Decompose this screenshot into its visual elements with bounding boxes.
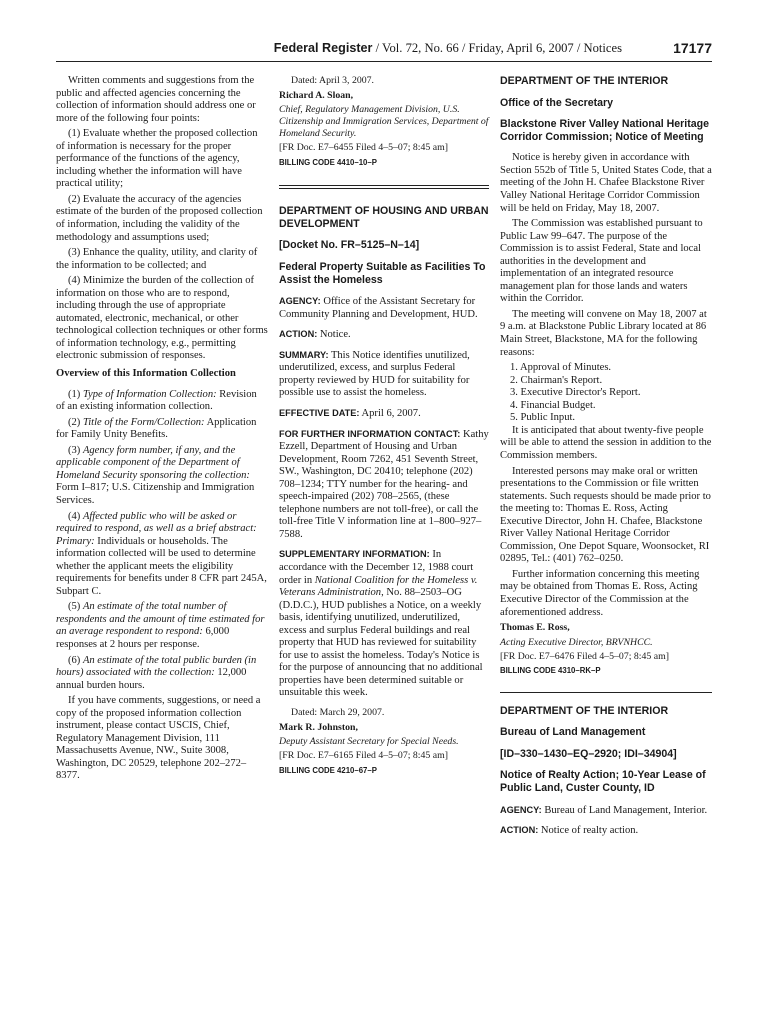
item-text: Revision of an existing information collection. (56, 388, 257, 413)
paragraph: Notice is hereby given in accordance with Section 552b of Title 5, United States Code, that a meeting of the John H. Chafee Blackstone River Valley National Heritage Corridor Commission will be held on Friday, May 18, 2007. (500, 152, 712, 214)
issue-info: / Vol. 72, No. 66 / Friday, April 6, 2007 / Notices (372, 41, 622, 55)
contact-text: Kathy Ezzell, Department of Housing and Urban Development, Room 7262, 451 Seventh Street, SW., Washington, DC 20410; telephone (202) 708–1234; TTY number for the hearing- and speech-impaired (202) 708–2565, (these telephone numbers are not toll-free), or call the toll-free Title V information line at 1–800–927–7588. (279, 428, 489, 540)
item-number: (3) (68, 444, 83, 456)
overview-item (56, 389, 268, 414)
item-label: Agency form number, if any, and the applicable component of the Department of Homeland Security sponsoring the collection: (56, 444, 250, 481)
dated-line: Dated: April 3, 2007. (291, 75, 374, 86)
billing-code: BILLING CODE 4310–RK–P (500, 666, 601, 676)
paragraph: Written comments and suggestions from the public and affected agencies concerning the collection of information should address one or more of the following four points: (56, 75, 256, 124)
supplementary-text: , No. 88–2503–OG (D.D.C.), HUD publishes a Notice, on a weekly basis, identifying unutilized, underutilized, excess and surplus Federal buildings and real property that HUD has reviewed for suitability for use to assist the homeless. Today's Notice is for the purpose of announcing that no additional properties have been determined suitable or unsuitable this week. (279, 587, 483, 699)
signer-title: Acting Executive Director, BRVNHCC. (500, 636, 653, 648)
action-label: ACTION: (279, 329, 318, 340)
paragraph: Further information concerning this meeting may be obtained from Thomas E. Ross, Acting Executive Director of the Commission at the aforementioned address. (500, 568, 700, 618)
summary-section (279, 349, 489, 400)
journal-name: Federal Register (273, 41, 373, 55)
id-line: [ID–330–1430–EQ–2920; IDI–34904] (500, 747, 677, 760)
reasons-list (500, 362, 712, 425)
item-label: An estimate of the total public burden (in hours) associated with the collection: (56, 654, 257, 679)
item-number: (6) (68, 654, 83, 666)
paragraph: If you have comments, suggestions, or need a copy of the proposed information collection instrument, please contact USCIS, Chief, Regulatory Management Division, 111 Massachusetts Avenue, NW., Suite 3008, Washington, DC 20529, telephone 202–272–8377. (56, 695, 261, 782)
item-text: Application for Family Unity Benefits. (56, 416, 257, 441)
signer-name: Thomas E. Ross, (500, 622, 570, 634)
signer-title: Chief, Regulatory Management Division, U.S. Citizenship and Immigration Services, Department of Homeland Security. (279, 104, 489, 140)
item-label: Affected public who will be asked or required to respond, as well as a brief abstract: Primary: (56, 510, 257, 547)
contact-section (279, 428, 489, 542)
supplementary-section (279, 548, 489, 700)
column-right (500, 75, 712, 841)
column-middle (279, 75, 489, 787)
notice-subject: Blackstone River Valley National Heritage Corridor Commission; Notice of Meeting (500, 118, 710, 143)
agency-line (500, 804, 712, 818)
paragraph: (1) Evaluate whether the proposed collection of information is necessary for the proper performance of the functions of the agency, including whether the information will have practical utility; (56, 128, 258, 190)
page-header (56, 38, 712, 62)
agency-text: Office of the Assistant Secretary for Community Planning and Development, HUD. (279, 296, 478, 320)
paragraph: Interested persons may make oral or written presentations to the Commission or file written statements. Such requests should be made prior to the meeting to: Thomas E. Ross, Acting Executive Director, John H. Chafee, Blackstone River Valley National Heritage Corridor Commission, One Depot Square, Woonsocket, RI 02895, Tel.: (401) 762–0250. (500, 465, 711, 565)
action-text: Notice. (317, 329, 351, 341)
paragraph: (2) Evaluate the accuracy of the agencies estimate of the burden of the proposed collection of information, including the validity of the methodology and assumptions used; (56, 193, 263, 243)
office-heading: Office of the Secretary (500, 96, 614, 109)
item-number: (1) (68, 388, 83, 400)
department-heading: DEPARTMENT OF THE INTERIOR (500, 75, 669, 87)
list-item: 2. Chairman's Report. (510, 374, 603, 386)
docket-number: [Docket No. FR–5125–N–14] (279, 239, 420, 252)
summary-text: This Notice identifies unutilized, underutilized, excess, and surplus Federal property reviewed by HUD for suitability for possible use to assist the homeless. (279, 349, 470, 399)
action-line (500, 824, 712, 838)
notice-subject: Federal Property Suitable as Facilities To Assist the Homeless (279, 260, 486, 286)
agency-text: Bureau of Land Management, Interior. (541, 804, 708, 816)
bureau-heading: Bureau of Land Management (500, 726, 646, 739)
signer-name: Richard A. Sloan, (279, 89, 354, 101)
effective-date-line (279, 407, 489, 421)
overview-item (56, 511, 268, 599)
column-left (56, 75, 268, 786)
billing-code: BILLING CODE 4210–67–P (279, 765, 377, 775)
section-divider (500, 692, 712, 693)
department-heading: DEPARTMENT OF HOUSING AND URBAN DEVELOPMENT (279, 205, 489, 230)
effective-date-text: April 6, 2007. (359, 407, 421, 419)
list-item: 3. Executive Director's Report. (510, 387, 641, 399)
item-text: 12,000 annual burden hours. (56, 667, 247, 691)
signer-name: Mark R. Johnston, (279, 721, 358, 733)
overview-item (56, 601, 268, 651)
department-heading: DEPARTMENT OF THE INTERIOR (500, 704, 669, 717)
list-item: 5. Public Input. (510, 412, 576, 424)
paragraph: The meeting will convene on May 18, 2007 at 9 a.m. at Blackstone Public Library located at 86 Main Street, Blackstone, MA for the following reasons: (500, 308, 707, 358)
agency-label: AGENCY: (500, 804, 542, 815)
action-text: Notice of realty action. (538, 825, 639, 837)
billing-code: BILLING CODE 4410–10–P (279, 157, 377, 167)
fr-doc-line: [FR Doc. E7–6476 Filed 4–5–07; 8:45 am] (500, 650, 669, 662)
dated-line: Dated: March 29, 2007. (291, 707, 385, 719)
item-label: Type of Information Collection: (82, 388, 217, 400)
item-number: (4) (68, 510, 83, 522)
effective-date-label: EFFECTIVE DATE: (279, 407, 360, 418)
section-divider (279, 185, 489, 189)
summary-label: SUMMARY: (279, 349, 329, 360)
item-number: (5) (68, 601, 83, 613)
overview-item (56, 445, 268, 508)
overview-item (56, 417, 268, 442)
contact-label: FOR FURTHER INFORMATION CONTACT: (279, 428, 461, 439)
paragraph: (4) Minimize the burden of the collection of information on those who are to respond, including through the use of appropriate automated, electronic, mechanical, or other technological collection techniques or other forms of information technology, e.g., permitting electronic submission of responses. (56, 275, 268, 362)
action-line (279, 328, 489, 342)
fr-doc-line: [FR Doc. E7–6455 Filed 4–5–07; 8:45 am] (279, 142, 448, 154)
header-citation (274, 41, 622, 56)
supplementary-label: SUPPLEMENTARY INFORMATION: (279, 549, 430, 560)
item-text: Form I–817; U.S. Citizenship and Immigration Services. (56, 482, 255, 506)
case-name: National Coalition for the Homeless v. Veterans Administration (279, 574, 478, 599)
signer-title: Deputy Assistant Secretary for Special Needs. (279, 736, 459, 748)
paragraph: The Commission was established pursuant to Public Law 99–647. The purpose of the Commission is to assist Federal, State and local authorities in the development and implementation of an integrated resource management plan for those lands and waters within the Corridor. (500, 218, 703, 305)
paragraph: (3) Enhance the quality, utility, and clarity of the information to be collected; and (56, 247, 258, 271)
item-text: Individuals or households. The information collected will be used to determine whether the applicant meets the eligibility requirements for benefits under 8 CFR part 245A, Subpart C. (56, 535, 267, 597)
notice-subject: Notice of Realty Action; 10-Year Lease of Public Land, Custer County, ID (500, 769, 706, 795)
item-number: (2) (68, 416, 83, 428)
overview-heading: Overview of this Information Collection (56, 368, 236, 380)
overview-item (56, 655, 268, 693)
item-text: 6,000 responses at 2 hours per response. (56, 626, 230, 650)
item-label: An estimate of the total number of respondents and the amount of time estimated for an average respondent to respond: (56, 601, 265, 638)
list-item: 4. Financial Budget. (510, 399, 596, 411)
agency-label: AGENCY: (279, 296, 321, 307)
action-label: ACTION: (500, 825, 539, 836)
item-label: Title of the Form/Collection: (82, 416, 205, 428)
supplementary-text: In accordance with the December 12, 1988 court order in (279, 549, 474, 586)
paragraph: It is anticipated that about twenty-five people will be able to attend the session in addition to the Commission members. (500, 424, 712, 461)
agency-line (279, 295, 489, 321)
list-item: 1. Approval of Minutes. (510, 362, 612, 374)
fr-doc-line: [FR Doc. E7–6165 Filed 4–5–07; 8:45 am] (279, 750, 448, 762)
page-number: 17177 (673, 40, 712, 56)
